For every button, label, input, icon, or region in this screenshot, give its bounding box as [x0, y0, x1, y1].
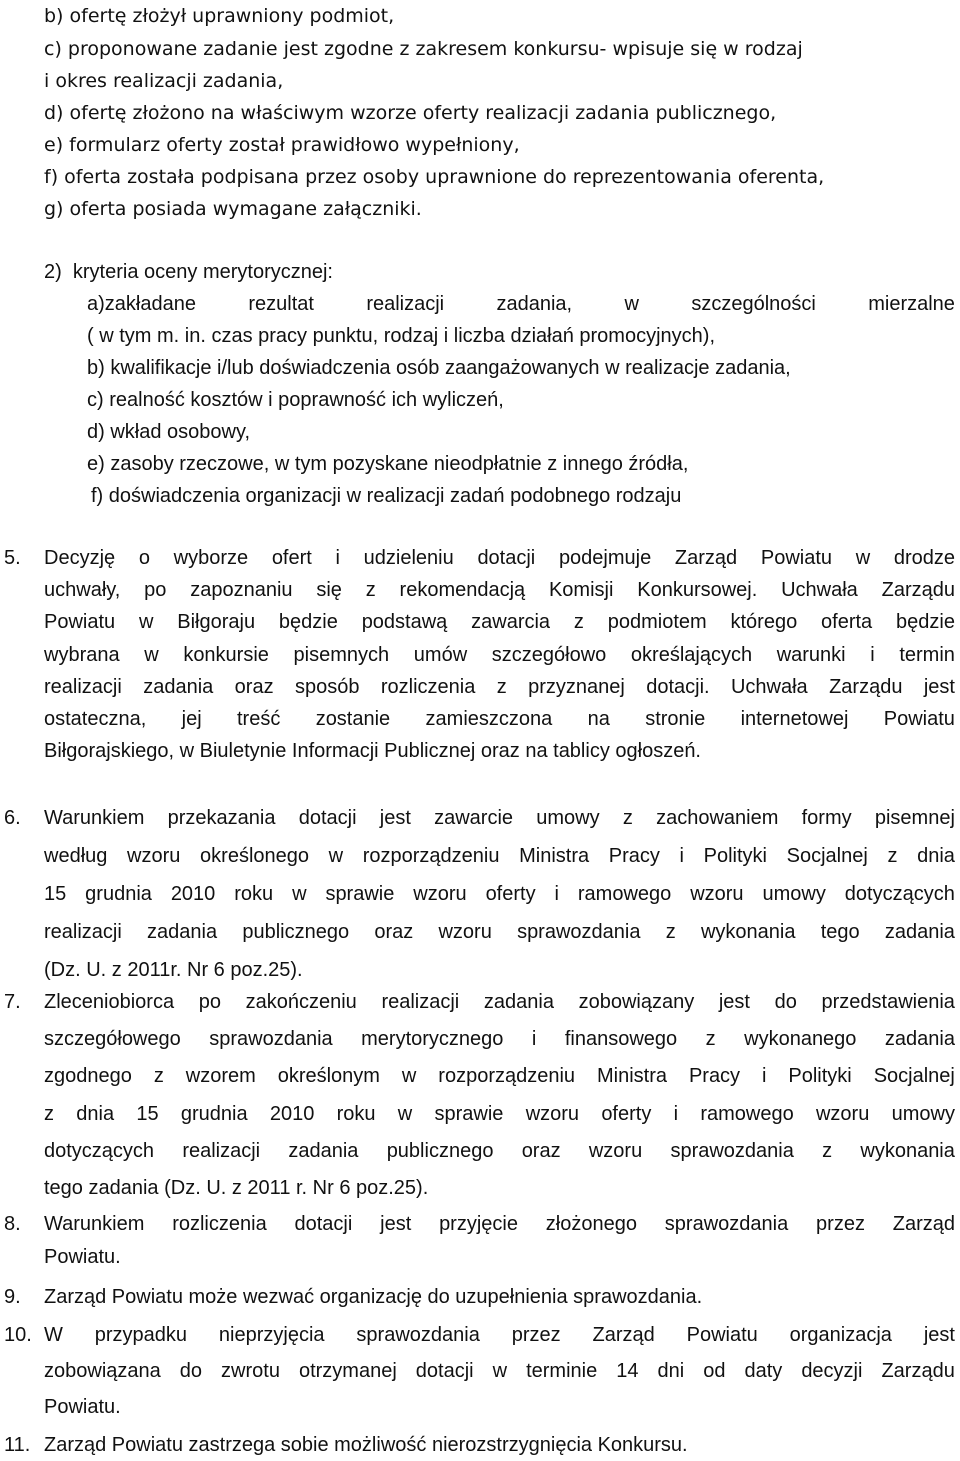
paragraph-line: ostateczna, jej treść zostanie zamieszczona na stronie internetowej Powiatu: [44, 708, 955, 730]
paragraph-line: szczegółowego sprawozdania merytorycznego i finansowego z wykonanego zadania: [44, 1028, 955, 1050]
merit-criteria-heading: 2) kryteria oceny merytorycznej:: [44, 261, 333, 283]
paragraph-line: Zleceniobiorca po zakończeniu realizacji zadania zobowiązany jest do przedstawienia: [44, 991, 955, 1013]
criterion-e: e) formularz oferty został prawidłowo wypełniony,: [44, 134, 520, 156]
paragraph-line: według wzoru określonego w rozporządzeniu Ministra Pracy i Polityki Socjalnej z dnia: [44, 845, 955, 867]
paragraph-number: 10.: [4, 1324, 32, 1346]
paragraph-line: dotyczących realizacji zadania publicznego oraz wzoru sprawozdania z wykonania: [44, 1140, 955, 1162]
paragraph-number: 5.: [4, 547, 21, 569]
paragraph-line: Decyzję o wyborze ofert i udzieleniu dotacji podejmuje Zarząd Powiatu w drodze: [44, 547, 955, 569]
paragraph-last-line: (Dz. U. z 2011r. Nr 6 poz.25).: [44, 959, 303, 981]
paragraph-line: Powiatu w Biłgoraju będzie podstawą zawarcia z podmiotem którego oferta będzie: [44, 611, 955, 633]
merit-criterion-a-cont: ( w tym m. in. czas pracy punktu, rodzaj i liczba działań promocyjnych),: [87, 325, 715, 347]
paragraph-number: 9.: [4, 1286, 21, 1308]
criterion-c: c) proponowane zadanie jest zgodne z zakresem konkursu- wpisuje się w rodzaj: [44, 38, 803, 60]
paragraph-last-line: Zarząd Powiatu zastrzega sobie możliwość nierozstrzygnięcia Konkursu.: [44, 1434, 688, 1456]
merit-criterion-c: c) realność kosztów i poprawność ich wyliczeń,: [87, 389, 504, 411]
criterion-g: g) oferta posiada wymagane załączniki.: [44, 198, 422, 220]
paragraph-last-line: Biłgorajskiego, w Biuletynie Informacji Publicznej oraz na tablicy ogłoszeń.: [44, 740, 701, 762]
criterion-f: f) oferta została podpisana przez osoby uprawnione do reprezentowania oferenta,: [44, 166, 825, 188]
criterion-b: b) ofertę złożył uprawniony podmiot,: [44, 5, 395, 27]
criterion-c-cont: i okres realizacji zadania,: [44, 70, 284, 92]
paragraph-line: 15 grudnia 2010 roku w sprawie wzoru oferty i ramowego wzoru umowy dotyczących: [44, 883, 955, 905]
merit-criterion-e: e) zasoby rzeczowe, w tym pozyskane nieodpłatnie z innego źródła,: [87, 453, 689, 475]
paragraph-number: 7.: [4, 991, 21, 1013]
paragraph-last-line: Powiatu.: [44, 1396, 121, 1418]
paragraph-number: 8.: [4, 1213, 21, 1235]
paragraph-last-line: Powiatu.: [44, 1246, 121, 1268]
paragraph-line: W przypadku nieprzyjęcia sprawozdania przez Zarząd Powiatu organizacja jest: [44, 1324, 955, 1346]
paragraph-line: uchwały, po zapoznaniu się z rekomendacją Komisji Konkursowej. Uchwała Zarządu: [44, 579, 955, 601]
merit-criterion-a: a)zakładane rezultat realizacji zadania, w szczególności mierzalne: [87, 293, 955, 315]
paragraph-line: zobowiązana do zwrotu otrzymanej dotacji w terminie 14 dni od daty decyzji Zarządu: [44, 1360, 955, 1382]
paragraph-line: z dnia 15 grudnia 2010 roku w sprawie wzoru oferty i ramowego wzoru umowy: [44, 1103, 955, 1125]
paragraph-number: 11.: [4, 1434, 31, 1456]
paragraph-line: realizacji zadania publicznego oraz wzoru sprawozdania z wykonania tego zadania: [44, 921, 955, 943]
criterion-d: d) ofertę złożono na właściwym wzorze oferty realizacji zadania publicznego,: [44, 102, 777, 124]
paragraph-line: zgodnego z wzorem określonym w rozporządzeniu Ministra Pracy i Polityki Socjalnej: [44, 1065, 955, 1087]
paragraph-line: wybrana w konkursie pisemnych umów szczegółowo określających warunki i termin: [44, 644, 955, 666]
paragraph-number: 6.: [4, 807, 21, 829]
merit-criterion-f: f) doświadczenia organizacji w realizacji zadań podobnego rodzaju: [91, 485, 682, 507]
merit-criterion-b: b) kwalifikacje i/lub doświadczenia osób zaangażowanych w realizacje zadania,: [87, 357, 791, 379]
paragraph-line: Warunkiem przekazania dotacji jest zawarcie umowy z zachowaniem formy pisemnej: [44, 807, 955, 829]
paragraph-last-line: Zarząd Powiatu może wezwać organizację do uzupełnienia sprawozdania.: [44, 1286, 703, 1308]
paragraph-last-line: tego zadania (Dz. U. z 2011 r. Nr 6 poz.25).: [44, 1177, 429, 1199]
paragraph-line: Warunkiem rozliczenia dotacji jest przyjęcie złożonego sprawozdania przez Zarząd: [44, 1213, 955, 1235]
merit-criterion-d: d) wkład osobowy,: [87, 421, 251, 443]
paragraph-line: realizacji zadania oraz sposób rozliczenia z przyznanej dotacji. Uchwała Zarządu jest: [44, 676, 955, 698]
